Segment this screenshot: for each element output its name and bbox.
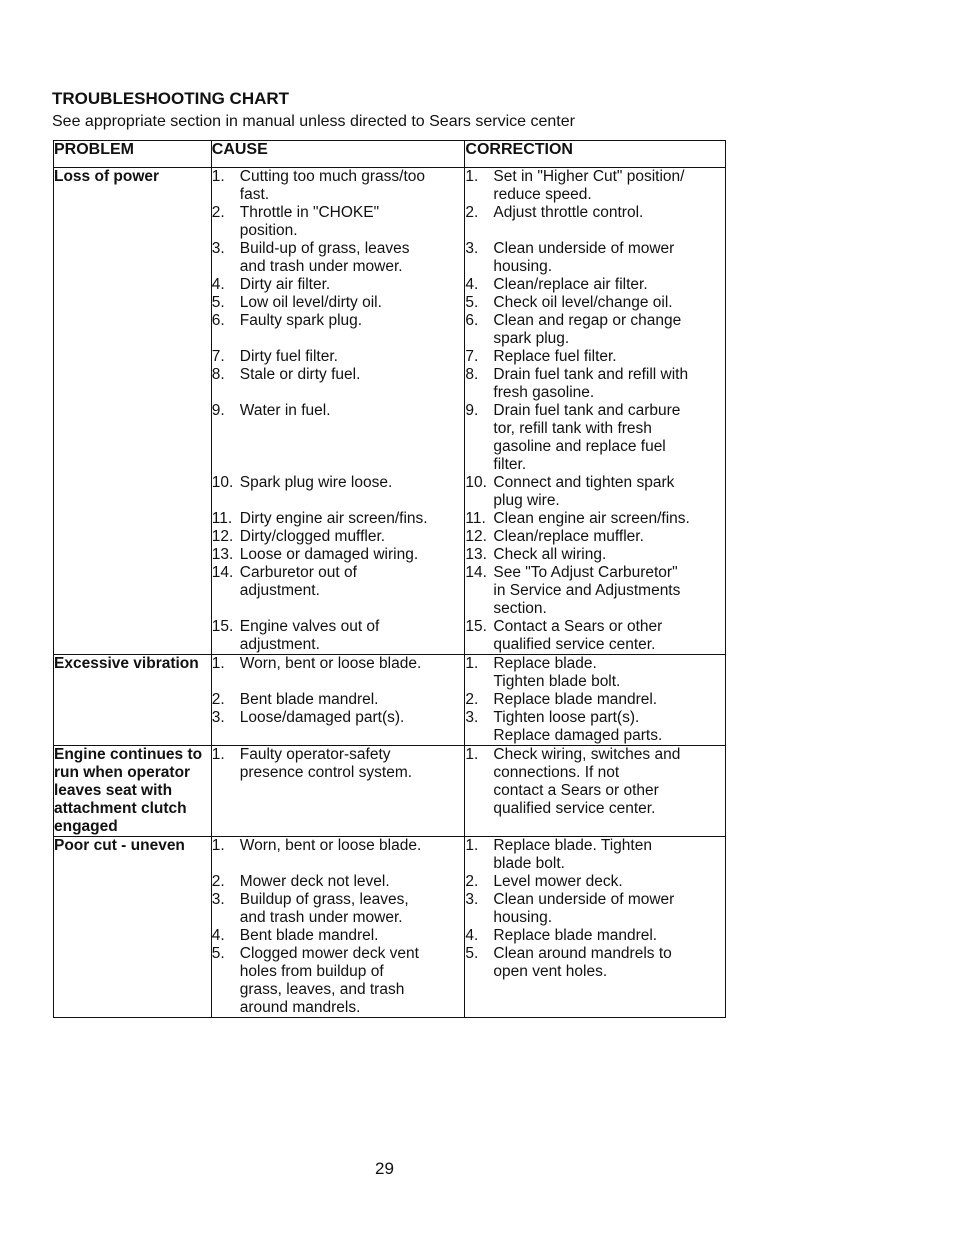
correction-item (465, 240, 725, 276)
correction-number: 10. (465, 474, 487, 491)
correction-text (493, 402, 725, 474)
correction-line: Clean around mandrels to (493, 945, 672, 962)
problem-cell: Engine continues to run when operator leaves seat with attachment clutch engaged (54, 746, 212, 837)
correction-line: Drain fuel tank and refill with (493, 366, 689, 383)
cause-text (240, 564, 465, 618)
correction-line: contact a Sears or other (493, 782, 659, 799)
cause-line (240, 438, 465, 456)
correction-line: filter. (493, 456, 527, 473)
cause-text (240, 873, 465, 891)
cause-item (212, 528, 465, 546)
correction-item (465, 837, 725, 873)
cause-number: 10. (211, 474, 234, 491)
problem-cell: Loss of power (54, 168, 212, 655)
correction-item (465, 528, 725, 546)
correction-line: Replace blade mandrel. (493, 927, 658, 944)
cause-number: 6. (211, 312, 225, 329)
correction-text (493, 709, 725, 745)
correction-item (465, 746, 725, 818)
cause-item (212, 402, 465, 474)
cause-line (240, 330, 465, 348)
correction-line: Tighten blade bolt. (493, 673, 621, 690)
correction-line: Adjust throttle control. (493, 204, 644, 221)
correction-text (493, 691, 725, 709)
cause-line: Throttle in "CHOKE" (239, 204, 380, 221)
correction-item (465, 618, 725, 654)
cause-line: Dirty air filter. (239, 276, 331, 293)
cause-number: 2. (211, 691, 225, 708)
cause-item (212, 873, 465, 891)
cause-text (240, 945, 465, 1017)
correction-line: Tighten loose part(s). (493, 709, 640, 726)
cause-line: Carburetor out of (239, 564, 357, 581)
cause-line: Cutting too much grass/too (239, 168, 426, 185)
cause-line (240, 855, 465, 873)
cause-number: 1. (211, 837, 225, 854)
correction-number: 1. (465, 168, 479, 185)
correction-text (493, 546, 725, 564)
cause-line (240, 420, 465, 438)
correction-line: housing. (493, 909, 553, 926)
correction-line: Clean underside of mower (493, 240, 675, 257)
correction-item (465, 873, 725, 891)
cause-line (240, 456, 465, 474)
cause-line (240, 673, 465, 691)
cause-number: 12. (211, 528, 234, 545)
correction-line: Replace fuel filter. (493, 348, 617, 365)
cause-text (240, 366, 465, 402)
cause-line: Faulty spark plug. (239, 312, 363, 329)
cause-text (240, 348, 465, 366)
cause-cell (211, 746, 465, 837)
cause-text (240, 927, 465, 945)
correction-line: Replace damaged parts. (493, 727, 663, 744)
correction-line: Drain fuel tank and carbure (493, 402, 681, 419)
correction-number: 15. (465, 618, 487, 635)
troubleshooting-table (53, 140, 726, 1018)
correction-line: spark plug. (493, 330, 570, 347)
correction-number: 11. (465, 510, 486, 527)
correction-line: Clean engine air screen/fins. (493, 510, 690, 527)
cause-line: and trash under mower. (239, 909, 403, 926)
cause-line: Clogged mower deck vent (239, 945, 419, 962)
correction-text (493, 655, 725, 691)
correction-item (465, 709, 725, 745)
table-body (54, 168, 726, 1018)
cause-item (212, 168, 465, 204)
cause-line: presence control system. (239, 764, 413, 781)
cause-item (212, 348, 465, 366)
cause-number: 5. (211, 294, 225, 311)
correction-number: 7. (465, 348, 479, 365)
cause-text (240, 746, 465, 782)
correction-text (493, 564, 725, 618)
table-row (54, 168, 726, 655)
header-problem: PROBLEM (54, 141, 212, 168)
correction-item (465, 546, 725, 564)
correction-number: 12. (465, 528, 487, 545)
correction-line: Level mower deck. (493, 873, 623, 890)
correction-item (465, 927, 725, 945)
correction-line: Clean/replace air filter. (493, 276, 648, 293)
cause-item (212, 474, 465, 510)
correction-line: Check all wiring. (493, 546, 607, 563)
cause-number: 11. (211, 510, 233, 527)
cause-item (212, 837, 465, 873)
cause-item (212, 312, 465, 348)
correction-line: See "To Adjust Carburetor" (493, 564, 678, 581)
cause-line: Water in fuel. (239, 402, 331, 419)
table-row (54, 746, 726, 837)
correction-line: Check oil level/change oil. (493, 294, 673, 311)
cause-number: 2. (211, 873, 225, 890)
correction-line: qualified service center. (493, 636, 656, 653)
correction-number: 1. (465, 655, 479, 672)
correction-text (493, 746, 725, 818)
correction-number: 1. (465, 837, 479, 854)
correction-item (465, 891, 725, 927)
cause-text (240, 312, 465, 348)
cause-text (240, 837, 465, 873)
correction-item (465, 402, 725, 474)
cause-line: adjustment. (239, 636, 320, 653)
correction-text (493, 891, 725, 927)
cause-line: Spark plug wire loose. (239, 474, 393, 491)
correction-number: 2. (465, 873, 479, 890)
cause-text (240, 546, 465, 564)
correction-number: 4. (465, 276, 479, 293)
cause-number: 7. (211, 348, 225, 365)
cause-number: 3. (211, 891, 225, 908)
cause-line: Faulty operator-safety (239, 746, 391, 763)
correction-item (465, 945, 725, 981)
problem-cell: Excessive vibration (54, 655, 212, 746)
cause-number: 13. (211, 546, 234, 563)
table-header-row (54, 141, 726, 168)
correction-item (465, 564, 725, 618)
table-row (54, 837, 726, 1018)
cause-text (240, 655, 465, 691)
correction-line: fresh gasoline. (493, 384, 595, 401)
cause-text (240, 204, 465, 240)
page-title: TROUBLESHOOTING CHART (52, 89, 290, 108)
cause-line: Loose or damaged wiring. (239, 546, 419, 563)
correction-line: section. (493, 600, 547, 617)
cause-line: Bent blade mandrel. (239, 691, 379, 708)
correction-line: reduce speed. (493, 186, 592, 203)
correction-text (493, 873, 725, 891)
correction-number: 3. (465, 240, 479, 257)
cause-text (240, 294, 465, 312)
correction-text (493, 312, 725, 348)
cause-line: Engine valves out of (239, 618, 380, 635)
cause-text (240, 528, 465, 546)
header-cause: CAUSE (211, 141, 465, 168)
correction-line: connections. If not (493, 764, 620, 781)
table-row (54, 655, 726, 746)
cause-cell (211, 655, 465, 746)
correction-line (493, 222, 725, 240)
correction-number: 13. (465, 546, 487, 563)
correction-line: Replace blade mandrel. (493, 691, 658, 708)
cause-text (240, 891, 465, 927)
correction-line: open vent holes. (493, 963, 608, 980)
correction-line: Replace blade. Tighten (493, 837, 652, 854)
correction-line: housing. (493, 258, 553, 275)
cause-line: Dirty fuel filter. (239, 348, 338, 365)
correction-number: 5. (465, 294, 479, 311)
correction-number: 14. (465, 564, 487, 581)
correction-number: 2. (465, 204, 479, 221)
cause-line (240, 384, 465, 402)
correction-text (493, 945, 725, 981)
cause-item (212, 366, 465, 402)
correction-cell (465, 168, 726, 655)
correction-item (465, 312, 725, 348)
correction-line: Clean and regap or change (493, 312, 682, 329)
cause-text (240, 474, 465, 510)
problem-cell: Poor cut - uneven (54, 837, 212, 1018)
correction-line: Check wiring, switches and (493, 746, 681, 763)
cause-item (212, 655, 465, 691)
cause-text (240, 168, 465, 204)
correction-line: Replace blade. (493, 655, 597, 672)
correction-cell (465, 837, 726, 1018)
cause-line: and trash under mower. (239, 258, 403, 275)
cause-number: 1. (211, 168, 225, 185)
correction-number: 2. (465, 691, 479, 708)
correction-number: 1. (465, 746, 479, 763)
correction-item (465, 294, 725, 312)
correction-text (493, 240, 725, 276)
correction-text (493, 294, 725, 312)
cause-number: 1. (211, 655, 225, 672)
correction-number: 3. (465, 891, 479, 908)
cause-item (212, 709, 465, 727)
cause-number: 4. (211, 276, 225, 293)
correction-cell (465, 746, 726, 837)
correction-text (493, 366, 725, 402)
cause-number: 4. (211, 927, 225, 944)
cause-number: 14. (211, 564, 234, 581)
correction-number: 8. (465, 366, 479, 383)
correction-text (493, 528, 725, 546)
cause-item (212, 564, 465, 618)
cause-line: around mandrels. (239, 999, 361, 1016)
correction-number: 4. (465, 927, 479, 944)
correction-item (465, 691, 725, 709)
page-subtitle: See appropriate section in manual unless directed to Sears service center (52, 113, 575, 130)
cause-line: Stale or dirty fuel. (239, 366, 361, 383)
correction-number: 6. (465, 312, 479, 329)
cause-cell (211, 837, 465, 1018)
cause-line (240, 492, 465, 510)
cause-number: 15. (211, 618, 234, 635)
correction-item (465, 204, 725, 240)
cause-item (212, 240, 465, 276)
cause-line: grass, leaves, and trash (239, 981, 405, 998)
cause-text (240, 510, 465, 528)
cause-line: Buildup of grass, leaves, (239, 891, 409, 908)
correction-line: Set in "Higher Cut" position/ (493, 168, 685, 185)
correction-text (493, 204, 725, 240)
cause-number: 5. (211, 945, 225, 962)
cause-text (240, 691, 465, 709)
cause-number: 1. (211, 746, 225, 763)
cause-text (240, 276, 465, 294)
cause-item (212, 927, 465, 945)
correction-item (465, 474, 725, 510)
cause-line: Dirty/clogged muffler. (239, 528, 386, 545)
cause-number: 3. (211, 240, 225, 257)
cause-line: position. (239, 222, 298, 239)
correction-line: Connect and tighten spark (493, 474, 675, 491)
cause-line: Worn, bent or loose blade. (239, 837, 422, 854)
correction-item (465, 655, 725, 691)
cause-text (240, 240, 465, 276)
cause-item (212, 294, 465, 312)
correction-number: 3. (465, 709, 479, 726)
cause-line: Dirty engine air screen/fins. (239, 510, 428, 527)
cause-line: Build-up of grass, leaves (239, 240, 410, 257)
correction-text (493, 168, 725, 204)
correction-text (493, 618, 725, 654)
correction-line: Clean underside of mower (493, 891, 675, 908)
page-number: 29 (375, 1159, 394, 1178)
cause-text (240, 402, 465, 474)
correction-number: 9. (465, 402, 479, 419)
correction-item (465, 168, 725, 204)
cause-text (240, 709, 465, 727)
cause-item (212, 945, 465, 1017)
correction-text (493, 510, 725, 528)
cause-item (212, 618, 465, 654)
correction-line: Clean/replace muffler. (493, 528, 644, 545)
cause-item (212, 746, 465, 782)
cause-line (240, 600, 465, 618)
correction-item (465, 348, 725, 366)
cause-line: Low oil level/dirty oil. (239, 294, 382, 311)
cause-item (212, 546, 465, 564)
correction-number: 5. (465, 945, 479, 962)
cause-line: Bent blade mandrel. (239, 927, 379, 944)
correction-text (493, 837, 725, 873)
cause-item (212, 276, 465, 294)
correction-line: plug wire. (493, 492, 560, 509)
cause-line: fast. (239, 186, 270, 203)
correction-line: in Service and Adjustments (493, 582, 681, 599)
cause-cell (211, 168, 465, 655)
correction-line: Contact a Sears or other (493, 618, 663, 635)
cause-line: holes from buildup of (239, 963, 384, 980)
correction-text (493, 927, 725, 945)
cause-number: 8. (211, 366, 225, 383)
cause-line: Worn, bent or loose blade. (239, 655, 422, 672)
cause-number: 9. (211, 402, 225, 419)
cause-line: Mower deck not level. (239, 873, 390, 890)
correction-line: tor, refill tank with fresh (493, 420, 652, 437)
header-correction: CORRECTION (465, 141, 726, 168)
cause-line: adjustment. (239, 582, 320, 599)
correction-text (493, 276, 725, 294)
correction-item (465, 510, 725, 528)
correction-item (465, 366, 725, 402)
correction-item (465, 276, 725, 294)
correction-line: blade bolt. (493, 855, 565, 872)
correction-text (493, 474, 725, 510)
correction-cell (465, 655, 726, 746)
correction-line: qualified service center. (493, 800, 656, 817)
cause-number: 2. (211, 204, 225, 221)
correction-text (493, 348, 725, 366)
cause-line: Loose/damaged part(s). (239, 709, 405, 726)
cause-item (212, 691, 465, 709)
cause-item (212, 204, 465, 240)
cause-number: 3. (211, 709, 225, 726)
cause-item (212, 510, 465, 528)
cause-text (240, 618, 465, 654)
cause-item (212, 891, 465, 927)
correction-line: gasoline and replace fuel (493, 438, 666, 455)
